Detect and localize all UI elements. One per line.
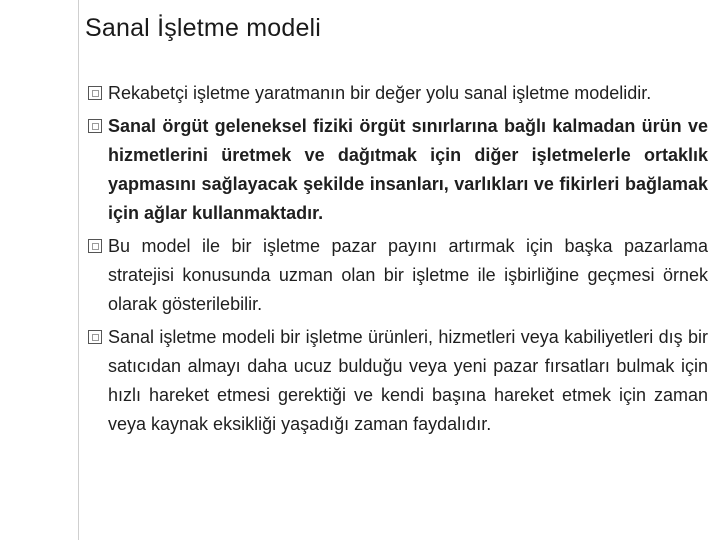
bullet-text-2: Sanal örgüt geleneksel fiziki örgüt sınırlarına bağlı kalmadan ürün ve hizmetlerini üretmek ve dağıtmak için diğer işletmelerle ortaklık yapmasını sağlayacak şekilde insanları, varlıkları ve fikirleri bağlamak için ağlar kullanmaktadır. — [108, 116, 708, 223]
square-bullet-icon — [88, 86, 102, 100]
left-divider-line — [78, 0, 79, 540]
slide-title: Sanal İşletme modeli — [85, 14, 322, 42]
square-bullet-icon — [88, 239, 102, 253]
square-bullet-icon — [88, 330, 102, 344]
bullet-list — [88, 79, 708, 443]
square-bullet-icon — [88, 119, 102, 133]
bullet-text-1: Rekabetçi işletme yaratmanın bir değer yolu sanal işletme modelidir. — [108, 83, 652, 103]
bullet-text-3: Bu model ile bir işletme pazar payını artırmak için başka pazarlama stratejisi konusunda uzman olan bir işletme ile işbirliğine geçmesi örnek olarak gösterilebilir. — [108, 236, 708, 314]
bullet-item-2 — [88, 112, 708, 228]
bullet-item-4 — [88, 323, 708, 439]
bullet-text-4: Sanal işletme modeli bir işletme ürünleri, hizmetleri veya kabiliyetleri dış bir satıcıdan almayı daha ucuz bulduğu veya yeni pazar fırsatları bulmak için hızlı hareket etmesi gerektiği ve kendi başına hareket etmek için zaman veya kaynak eksikliği yaşadığı zaman faydalıdır. — [108, 327, 708, 434]
bullet-item-1 — [88, 79, 708, 108]
bullet-item-3 — [88, 232, 708, 319]
